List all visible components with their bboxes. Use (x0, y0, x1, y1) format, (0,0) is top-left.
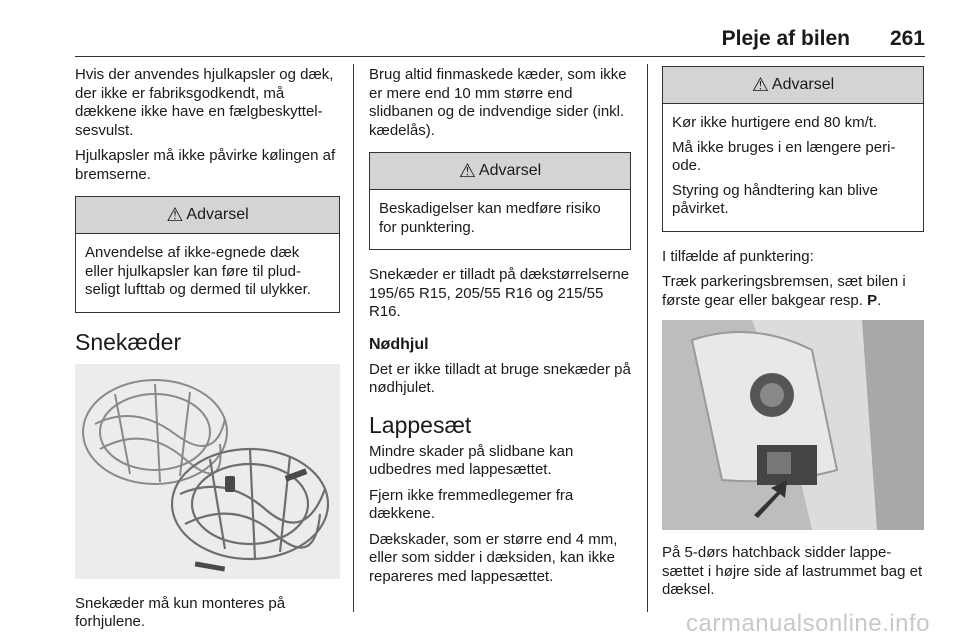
paragraph (662, 273, 924, 310)
warning-text: Beskadigelser kan medføre risiko for punktering. (379, 200, 601, 236)
warning-triangle-icon: ⚠ (166, 204, 184, 226)
column-divider-2 (647, 64, 648, 612)
watermark: carmanualsonline.info (686, 610, 930, 637)
warning-text: Må ikke bruges i en længere periode. (672, 138, 896, 174)
trunk-compartment-icon (662, 320, 924, 530)
page-title: Pleje af bilen (721, 27, 850, 50)
paragraph: Dækskader, som er større end 4 mm, eller som sidder i dæksiden, kan ikke repareres med lappesættet. (369, 530, 618, 585)
warning-text: Styring og håndtering kan blive påvirket. (672, 181, 878, 217)
warning-box (369, 152, 631, 250)
warning-box (75, 196, 340, 313)
paragraph: Snekæder er tilladt på dækstørrelserne 195/65 R15, 205/55 R16 og 215/55 R16. (369, 266, 630, 320)
warning-body (370, 190, 630, 249)
warning-text: Anvendelse af ikke-egnede dæk eller hjulkapsler kan føre til pludseligt lufttab og dermed til ulykker. (85, 244, 311, 298)
page-header (75, 26, 925, 57)
repair-kit-location-photo (662, 320, 924, 530)
paragraph: Brug altid finmaskede kæder, som ikke er mere end 10 mm større end slidbanen og de indvendige sider (inkl. kædelås). (369, 66, 627, 139)
paragraph-text: Træk parkeringsbremsen, sæt bilen i første gear eller bakgear resp. (662, 273, 906, 309)
warning-body (663, 104, 923, 231)
paragraph: Det er ikke tilladt at bruge snekæder på nødhjulet. (369, 360, 631, 396)
warning-text: Kør ikke hurtigere end 80 km/t. (672, 114, 878, 131)
warning-triangle-icon: ⚠ (751, 74, 769, 96)
warning-title: Advarsel (186, 206, 249, 223)
warning-body (76, 234, 339, 312)
paragraph: I tilfælde af punktering: (662, 247, 814, 265)
paragraph: Fjern ikke fremmedlegemer fra dækkene. (369, 486, 574, 522)
warning-title: Advarsel (478, 162, 542, 179)
paragraph: Mindre skader på slidbane kan udbedres med lappesættet. (369, 442, 574, 478)
sub-heading: Nødhjul (369, 335, 429, 353)
warning-box (662, 66, 924, 232)
gear-letter: P (867, 291, 878, 309)
warning-header (370, 153, 630, 190)
column-3 (662, 66, 924, 607)
paragraph: Hvis der anvendes hjulkapsler og dæk, der ikke er fabriksgodkendt, må dækkene ikke have en fælgbeskyttelsesvulst. (75, 66, 334, 139)
figure-caption: Snekæder må kun monteres på forhjulene. (75, 594, 286, 630)
column-1 (75, 66, 340, 639)
paragraph-end: . (877, 291, 882, 309)
warning-header (76, 197, 339, 234)
section-heading: Lappesæt (369, 411, 472, 438)
warning-header (663, 67, 923, 104)
warning-triangle-icon: ⚠ (458, 160, 476, 182)
figure-caption: På 5-dørs hatchback sidder lappesættet i højre side af lastrummet bag et dæksel. (662, 544, 923, 598)
column-divider-1 (353, 64, 354, 612)
column-2 (369, 66, 631, 593)
paragraph: Hjulkapsler må ikke påvirke kølingen af bremserne. (75, 147, 336, 183)
snow-chains-illustration (75, 364, 340, 579)
warning-title: Advarsel (771, 76, 835, 93)
section-heading: Snekæder (75, 328, 182, 355)
snow-chains-icon (75, 364, 340, 579)
page-number: 261 (889, 27, 925, 50)
